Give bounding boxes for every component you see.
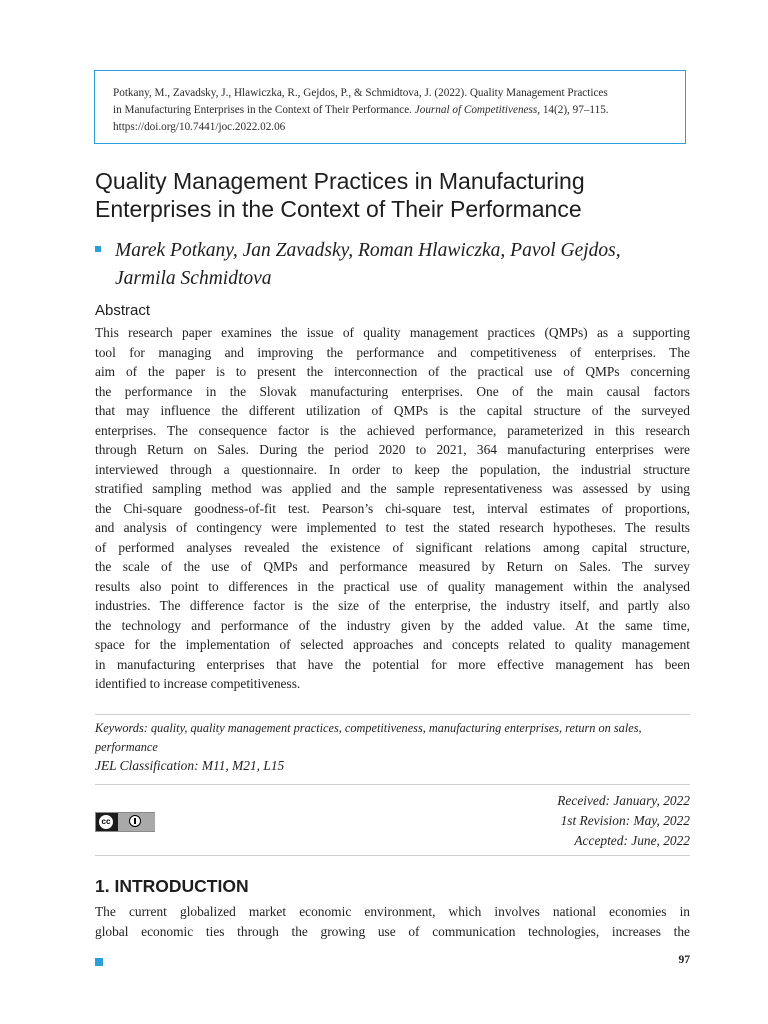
abstract-line: identified to increase competitiveness. bbox=[95, 676, 301, 691]
section-heading-introduction: 1. INTRODUCTION bbox=[95, 876, 249, 896]
jel-classification: JEL Classification: M11, M21, L15 bbox=[95, 758, 285, 773]
abstract-line: industries. The difference factor is the size of the enterprise, the industry itself, and partly also bbox=[95, 598, 690, 613]
abstract-line: and analysis of contingency were implemented to test the stated research hypotheses. The results bbox=[95, 520, 690, 535]
intro-line: The current globalized market economic environment, which involves national economies in bbox=[95, 904, 690, 919]
revision-date: 1st Revision: May, 2022 bbox=[560, 813, 690, 828]
cc-icon: cc bbox=[99, 815, 113, 829]
divider bbox=[95, 714, 690, 715]
abstract-line: This research paper examines the issue of quality management practices (QMPs) as a supporting bbox=[95, 325, 690, 340]
abstract-line: enterprises. The consequence factor is the achieved performance, parameterized in this research bbox=[95, 422, 690, 438]
abstract-line: tool for managing and improving the performance and competitiveness of enterprises. The bbox=[95, 344, 690, 360]
abstract-line: results also point to differences in the practical use of quality management within the analysed bbox=[95, 578, 690, 594]
author-line-2: Jarmila Schmidtova bbox=[115, 268, 272, 289]
divider bbox=[95, 855, 690, 856]
abstract-line: the Chi-square goodness-of-fit test. Pearson’s chi-square test, interval estimates of proportions, bbox=[95, 500, 690, 516]
paper-title-line-1: Quality Management Practices in Manufacturing bbox=[95, 168, 585, 194]
accepted-date: Accepted: June, 2022 bbox=[574, 833, 690, 848]
cc-by-icon[interactable] bbox=[95, 812, 155, 832]
keywords bbox=[95, 719, 690, 757]
abstract-line: stratified sampling method was applied and the sample representativeness was assessed by using bbox=[95, 481, 690, 496]
paper-title bbox=[95, 167, 695, 223]
abstract-line: the performance in the Slovak manufacturing enterprises. One of the main causal factors bbox=[95, 383, 690, 399]
abstract-line: the technology and performance of the industry given by the added value. At the same time, bbox=[95, 617, 690, 633]
citation-line-2 bbox=[113, 102, 667, 119]
divider bbox=[95, 784, 690, 785]
keywords-line-2: performance bbox=[95, 740, 158, 754]
author-bullet-icon bbox=[95, 246, 101, 252]
citation-doi-link[interactable]: https://doi.org/10.7441/joc.2022.02.06 bbox=[113, 121, 286, 133]
introduction-body bbox=[95, 902, 690, 941]
citation-title-part: in Manufacturing Enterprises in the Context of Their Performance. bbox=[113, 104, 412, 116]
citation-box bbox=[94, 70, 686, 144]
paper-title-line-2: Enterprises in the Context of Their Performance bbox=[95, 196, 582, 222]
citation-journal: Journal of Competitiveness bbox=[414, 104, 538, 116]
abstract-line: in manufacturing enterprises that have the potential for more effective management has been bbox=[95, 656, 690, 672]
citation-line-1: Potkany, M., Zavadsky, J., Hlawiczka, R., Gejdos, P., & Schmidtova, J. (2022). Quality Management Practices bbox=[113, 87, 608, 99]
abstract-line: space for the implementation of selected approaches and concepts related to quality management bbox=[95, 637, 690, 652]
abstract-line: that may influence the different utilization of QMPs is the capital structure of the surveyed bbox=[95, 403, 690, 418]
by-icon-area bbox=[118, 813, 155, 831]
person-icon bbox=[129, 815, 141, 827]
submission-dates bbox=[557, 791, 690, 851]
abstract-line: through Return on Sales. During the period 2020 to 2021, 364 manufacturing enterprises were bbox=[95, 442, 690, 457]
keywords-line-1: Keywords: quality, quality management practices, competitiveness, manufacturing enterprises, return on sales, bbox=[95, 721, 642, 735]
author-line-1: Marek Potkany, Jan Zavadsky, Roman Hlawiczka, Pavol Gejdos, bbox=[115, 240, 621, 261]
abstract-body bbox=[95, 323, 690, 694]
citation-volume: , 14(2), 97–115. bbox=[537, 104, 609, 116]
abstract-line: aim of the paper is to present the interconnection of the practical use of QMPs concerning bbox=[95, 364, 690, 379]
abstract-heading: Abstract bbox=[95, 302, 151, 319]
author-list bbox=[95, 237, 695, 293]
intro-line: global economic ties through the growing use of communication technologies, increases the bbox=[95, 923, 690, 939]
page-number: 97 bbox=[678, 954, 690, 966]
footer-square-icon bbox=[95, 958, 103, 966]
abstract-line: of performed analyses revealed the existence of significant relations among capital structure, bbox=[95, 539, 690, 555]
received-date: Received: January, 2022 bbox=[557, 793, 690, 808]
abstract-line: the scale of the use of QMPs and performance measured by Return on Sales. The survey bbox=[95, 559, 690, 574]
abstract-line: interviewed through a questionnaire. In order to keep the population, the industrial structure bbox=[95, 461, 690, 477]
